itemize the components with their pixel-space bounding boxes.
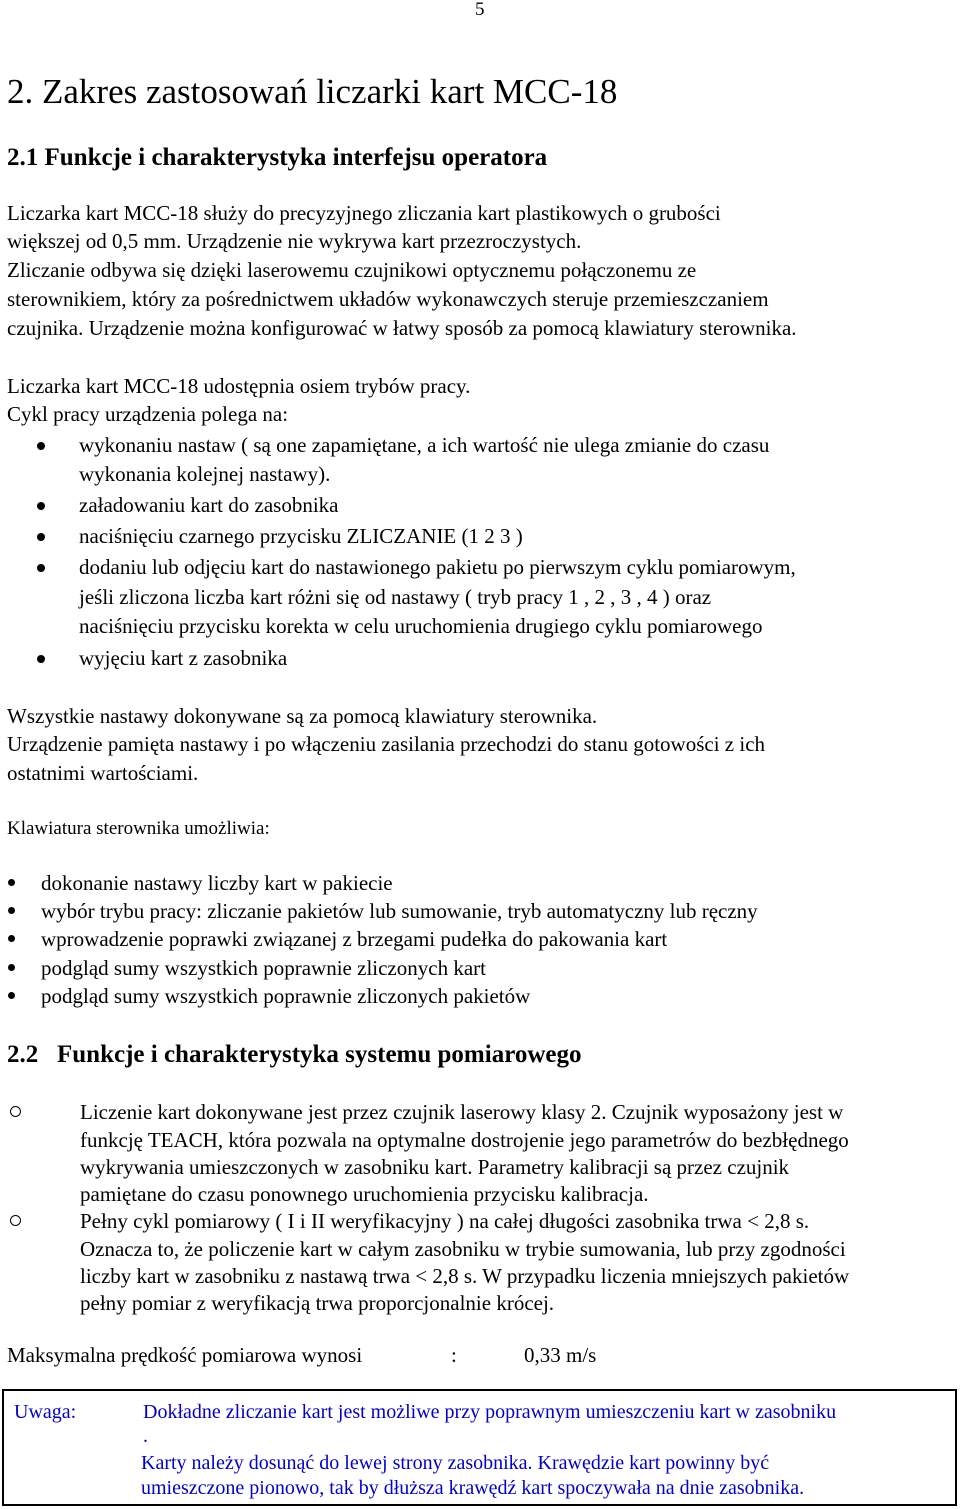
list-item: wykonaniu nastaw ( są one zapamiętane, a ich wartość nie ulega zmianie do czasu — [79, 433, 770, 457]
section-2-1-title: 2.1 Funkcje i charakterystyka interfejsu operatora — [7, 144, 548, 171]
list-item: Liczenie kart dokonywane jest przez czujnik laserowy klasy 2. Czujnik wyposażony jest w — [80, 1100, 844, 1124]
max-speed-value: 0,33 m/s — [524, 1343, 597, 1367]
text-line: czujnika. Urządzenie można konfigurować w łatwy sposób za pomocą klawiatury sterownika. — [7, 316, 797, 340]
list-item: pamiętane do czasu ponownego uruchomienia przycisku kalibracja. — [80, 1182, 649, 1206]
list-item: jeśli zliczona liczba kart różni się od nastawy ( tryb pracy 1 , 2 , 3 , 4 ) oraz — [79, 585, 712, 609]
list-item: pełny pomiar z weryfikacją trwa proporcjonalnie krócej. — [80, 1291, 555, 1315]
list-item: podgląd sumy wszystkich poprawnie zliczonych kart — [41, 956, 486, 980]
note-label: Uwaga: — [14, 1401, 77, 1423]
text-line: większej od 0,5 mm. Urządzenie nie wykrywa kart przezroczystych. — [7, 229, 582, 253]
list-item: wyjęciu kart z zasobnika — [79, 646, 288, 670]
text-line: Liczarka kart MCC-18 służy do precyzyjnego zliczania kart plastikowych o grubości — [7, 201, 721, 225]
list-item: wykrywania umieszczonych w zasobniku kart. Parametry kalibracji są przez czujnik — [80, 1155, 790, 1179]
section-number: 2.2 — [7, 1041, 39, 1068]
note-line: umieszczone pionowo, tak by dłuższa krawędź kart spoczywała na dnie zasobnika. — [141, 1477, 805, 1499]
list-item: podgląd sumy wszystkich poprawnie zliczonych pakietów — [41, 984, 531, 1008]
keyboard-intro: Klawiatura sterownika umożliwia: — [7, 818, 270, 839]
max-speed-colon: : — [451, 1343, 457, 1367]
circle-bullet-icon — [10, 1106, 21, 1117]
bullet-icon — [37, 655, 45, 663]
text-line: Zliczanie odbywa się dzięki laserowemu czujnikowi optycznemu połączonemu ze — [7, 258, 697, 282]
note-line: Karty należy dosunąć do lewej strony zasobnika. Krawędzie kart powinny być — [141, 1452, 770, 1474]
bullet-icon — [8, 964, 15, 971]
text-line: sterownikiem, który za pośrednictwem układów wykonawczych steruje przemieszczaniem — [7, 287, 769, 311]
page-title: 2. Zakres zastosowań liczarki kart MCC-18 — [7, 72, 618, 111]
list-item: dodaniu lub odjęciu kart do nastawionego pakietu po pierwszym cyklu pomiarowym, — [79, 555, 796, 579]
list-item: wprowadzenie poprawki związanej z brzegami pudełka do pakowania kart — [41, 927, 668, 951]
bullet-icon — [8, 879, 15, 886]
list-item: wybór trybu pracy: zliczanie pakietów lub sumowanie, tryb automatyczny lub ręczny — [41, 899, 758, 923]
bullet-icon — [8, 935, 15, 942]
list-item: dokonanie nastawy liczby kart w pakiecie — [41, 871, 393, 895]
max-speed-label: Maksymalna prędkość pomiarowa wynosi — [7, 1343, 363, 1367]
section-2-2-title — [7, 1040, 582, 1070]
memory-line: ostatnimi wartościami. — [7, 761, 199, 785]
list-item: wykonania kolejnej nastawy). — [79, 462, 331, 486]
bullet-icon — [37, 533, 45, 541]
list-item: załadowaniu kart do zasobnika — [79, 493, 339, 517]
circle-bullet-icon — [10, 1215, 21, 1226]
section-title: Funkcje i charakterystyka systemu pomiarowego — [57, 1041, 582, 1068]
settings-line: Wszystkie nastawy dokonywane są za pomocą klawiatury sterownika. — [7, 704, 598, 728]
modes-line: Liczarka kart MCC-18 udostępnia osiem trybów pracy. — [7, 374, 471, 398]
list-item: funkcję TEACH, która pozwala na optymalne dostrojenie jego parametrów do bezbłędnego — [80, 1128, 849, 1152]
bullet-icon — [8, 907, 15, 914]
memory-line: Urządzenie pamięta nastawy i po włączeniu zasilania przechodzi do stanu gotowości z ich — [7, 732, 766, 756]
list-item: Pełny cykl pomiarowy ( I i II weryfikacyjny ) na całej długości zasobnika trwa < 2,8 s. — [80, 1209, 810, 1233]
list-item: naciśnięciu przycisku korekta w celu uruchomienia drugiego cyklu pomiarowego — [79, 614, 763, 638]
note-line: . — [143, 1425, 148, 1447]
bullet-icon — [8, 992, 15, 999]
bullet-icon — [37, 502, 45, 510]
list-item: naciśnięciu czarnego przycisku ZLICZANIE (1 2 3 ) — [79, 524, 523, 548]
page-number: 5 — [475, 0, 485, 20]
list-item: liczby kart w zasobniku z nastawą trwa < 2,8 s. W przypadku liczenia mniejszych pakietów — [80, 1264, 850, 1288]
bullet-icon — [37, 442, 45, 450]
note-line: Dokładne zliczanie kart jest możliwe przy poprawnym umieszczeniu kart w zasobniku — [143, 1401, 837, 1423]
cycle-intro: Cykl pracy urządzenia polega na: — [7, 402, 289, 426]
bullet-icon — [37, 564, 45, 572]
list-item: Oznacza to, że policzenie kart w całym zasobniku w trybie sumowania, lub przy zgodności — [80, 1237, 846, 1261]
